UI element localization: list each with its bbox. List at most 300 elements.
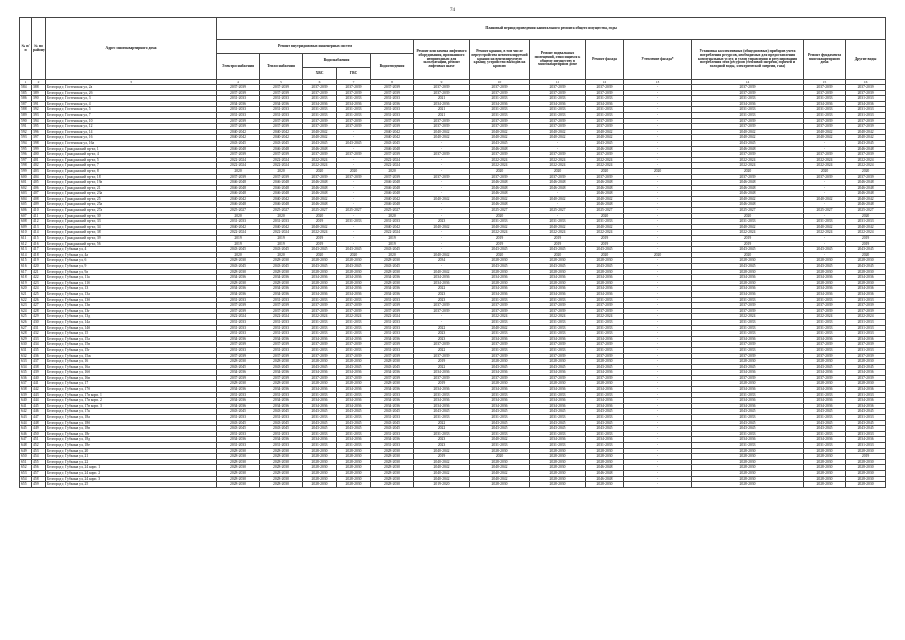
period-cell: - [624, 336, 692, 342]
address-cell: Белгород г, Гражданский пр-кт, 1 [46, 146, 217, 152]
period-cell: 2019 [414, 359, 470, 365]
period-cell: 2046-2048 [692, 146, 804, 152]
period-cell: 2037-2039 [846, 342, 886, 348]
period-cell: 2037-2039 [303, 124, 337, 130]
period-cell: 2040-2042 [470, 129, 530, 135]
period-cell: - [624, 107, 692, 113]
period-cell: 2043-2045 [846, 364, 886, 370]
index-cell: 415 [32, 236, 46, 242]
period-cell: 2031-2033 [470, 319, 530, 325]
period-cell: 2043-2045 [371, 420, 414, 426]
period-cell: 2020 [470, 454, 530, 460]
address-cell: Белгород г, Гражданский пр-кт, 34 [46, 224, 217, 230]
period-cell: - [337, 146, 371, 152]
period-cell: 2028-2030 [371, 459, 414, 465]
period-cell: 2046-2048 [586, 146, 624, 152]
index-cell: 428 [32, 308, 46, 314]
period-cell: - [624, 454, 692, 460]
period-cell: 2028-2030 [337, 454, 371, 460]
index-cell: 605 [20, 202, 32, 208]
index-cell: 424 [32, 286, 46, 292]
period-cell: 2028-2030 [337, 381, 371, 387]
period-cell: 2040-2042 [414, 196, 470, 202]
period-cell: 2031-2033 [371, 319, 414, 325]
period-cell: 2043-2045 [586, 409, 624, 415]
index-cell: 603 [20, 191, 32, 197]
period-cell: 2034-2036 [530, 286, 586, 292]
period-cell: 2034-2036 [337, 403, 371, 409]
period-cell: 2022-2024 [804, 163, 846, 169]
index-cell: 391 [32, 101, 46, 107]
period-cell: 2019 [260, 241, 303, 247]
period-cell: 2040-2042 [371, 224, 414, 230]
period-cell: - [337, 202, 371, 208]
period-cell: 2040-2042 [414, 135, 470, 141]
period-cell: 2028-2030 [260, 269, 303, 275]
index-cell: 421 [32, 269, 46, 275]
period-cell: 2019 [530, 241, 586, 247]
index-cell: 636 [20, 375, 32, 381]
repair-schedule-table [19, 17, 886, 488]
index-cell: 458 [32, 476, 46, 482]
period-cell: 2043-2045 [804, 420, 846, 426]
period-cell: 2040-2042 [692, 129, 804, 135]
period-cell: 2031-2033 [586, 319, 624, 325]
address-cell: Белгород г, Гражданский пр-кт, 23а [46, 191, 217, 197]
period-cell: 2031-2033 [217, 219, 260, 225]
period-cell: 2040-2042 [217, 224, 260, 230]
period-cell: - [624, 342, 692, 348]
period-cell: 2031-2033 [371, 331, 414, 337]
period-cell: 2031-2033 [260, 325, 303, 331]
period-cell: 2040-2042 [586, 196, 624, 202]
period-cell: 2025-2027 [217, 208, 260, 214]
period-cell: 2037-2039 [303, 353, 337, 359]
period-cell: 2031-2033 [804, 331, 846, 337]
period-cell: 2031-2033 [804, 443, 846, 449]
column-number: 6 [303, 80, 337, 85]
column-number: 5 [260, 80, 303, 85]
period-cell: 2028-2030 [371, 280, 414, 286]
period-cell: 2031-2033 [470, 392, 530, 398]
period-cell: 2031-2033 [371, 297, 414, 303]
period-cell: 2034-2036 [217, 370, 260, 376]
period-cell: - [624, 191, 692, 197]
period-cell: 2046-2048 [217, 202, 260, 208]
period-cell: 2034-2036 [846, 336, 886, 342]
period-cell: 2020 [470, 168, 530, 174]
period-cell: 2022-2024 [586, 157, 624, 163]
period-cell: 2028-2030 [260, 448, 303, 454]
period-cell: 2028-2030 [371, 269, 414, 275]
period-cell: 2043-2045 [530, 364, 586, 370]
period-cell: 2034-2036 [470, 291, 530, 297]
period-cell: 2028-2030 [470, 258, 530, 264]
index-cell: 624 [20, 308, 32, 314]
period-cell: 2037-2039 [586, 342, 624, 348]
period-cell: 2046-2048 [470, 191, 530, 197]
period-cell: 2037-2039 [470, 152, 530, 158]
period-cell: - [624, 437, 692, 443]
period-cell: 2037-2039 [530, 124, 586, 130]
period-cell: 2034-2036 [692, 437, 804, 443]
period-cell: 2040-2042 [530, 129, 586, 135]
period-cell: 2037-2039 [414, 124, 470, 130]
period-cell: 2031-2033 [303, 443, 337, 449]
period-cell: 2022-2024 [217, 157, 260, 163]
period-cell: 2037-2039 [530, 308, 586, 314]
address-cell: Белгород г, Гостенская ул, 2а [46, 85, 217, 91]
period-cell: 2022-2024 [692, 314, 804, 320]
period-cell: 2040-2042 [371, 135, 414, 141]
period-cell: 2034-2036 [804, 286, 846, 292]
period-cell: - [624, 347, 692, 353]
period-cell: 2031-2033 [804, 96, 846, 102]
period-cell: 2031-2033 [371, 325, 414, 331]
period-cell: 2028-2030 [217, 470, 260, 476]
period-cell: 2034-2036 [414, 398, 470, 404]
period-cell: 2034-2036 [260, 403, 303, 409]
period-cell: 2046-2048 [371, 146, 414, 152]
period-cell: 2037-2039 [846, 85, 886, 91]
period-cell: 2031-2033 [337, 443, 371, 449]
index-cell: 431 [32, 325, 46, 331]
address-cell: Белгород г, Губкина ул, 13д [46, 314, 217, 320]
period-cell: 2022-2024 [692, 230, 804, 236]
period-cell: 2031-2033 [414, 392, 470, 398]
period-cell: 2037-2039 [530, 85, 586, 91]
period-cell: 2031-2033 [217, 297, 260, 303]
period-cell: 2040-2042 [303, 135, 337, 141]
period-cell: 2037-2039 [804, 303, 846, 309]
index-cell: 452 [32, 443, 46, 449]
address-cell: Белгород г, Губкина ул, 24 корп. 1 [46, 465, 217, 471]
period-cell: 2040-2042 [586, 135, 624, 141]
period-cell: 2040-2042 [470, 470, 530, 476]
period-cell: 2046-2048 [846, 202, 886, 208]
period-cell: 2034-2036 [217, 275, 260, 281]
index-cell: 593 [20, 135, 32, 141]
period-cell: 2037-2039 [586, 85, 624, 91]
period-cell: 2022 [414, 286, 470, 292]
period-cell: 2046-2048 [846, 185, 886, 191]
period-cell: 2034-2036 [337, 286, 371, 292]
period-cell: 2028-2030 [846, 482, 886, 488]
period-cell: 2031-2033 [586, 297, 624, 303]
period-cell: 2020 [624, 168, 692, 174]
period-cell: 2043-2045 [217, 264, 260, 270]
period-cell: 2031-2033 [337, 392, 371, 398]
period-cell: 2031-2033 [371, 415, 414, 421]
period-cell: 2043-2045 [530, 264, 586, 270]
period-cell: 2028-2030 [337, 280, 371, 286]
period-cell: 2028-2030 [846, 359, 886, 365]
period-cell: 2037-2039 [260, 353, 303, 359]
address-cell: Белгород г, Гражданский пр-кт, 27а [46, 208, 217, 214]
period-cell: 2046-2048 [470, 185, 530, 191]
address-cell: Белгород г, Губкина ул, 17в корп. 1 [46, 392, 217, 398]
period-cell: 2037-2039 [337, 85, 371, 91]
period-cell: 2037-2039 [804, 90, 846, 96]
index-cell: 439 [32, 370, 46, 376]
period-cell: 2037-2039 [337, 353, 371, 359]
period-cell: 2028-2030 [846, 459, 886, 465]
index-cell: 429 [32, 314, 46, 320]
period-cell: 2037-2039 [337, 152, 371, 158]
period-cell: 2037-2039 [337, 303, 371, 309]
period-cell: 2034-2036 [414, 275, 470, 281]
period-cell: 2043-2045 [586, 264, 624, 270]
period-cell: 2034-2036 [337, 370, 371, 376]
period-cell: 2043-2045 [846, 426, 886, 432]
period-cell: - [337, 163, 371, 169]
period-cell: 2037-2039 [260, 85, 303, 91]
period-cell: 2034-2036 [846, 370, 886, 376]
period-cell: 2034-2036 [303, 370, 337, 376]
period-cell: 2031-2033 [470, 443, 530, 449]
period-cell: 2031-2033 [846, 297, 886, 303]
column-number: 1 [20, 80, 32, 85]
period-cell: 2031-2033 [371, 347, 414, 353]
period-cell: 2037-2039 [414, 152, 470, 158]
period-cell: 2037-2039 [470, 375, 530, 381]
period-cell: 2037-2039 [470, 308, 530, 314]
period-cell: 2025-2027 [804, 208, 846, 214]
column-number: 4 [217, 80, 260, 85]
period-cell: 2034-2036 [470, 101, 530, 107]
period-cell: 2037-2039 [692, 85, 804, 91]
period-cell: 2037-2039 [846, 118, 886, 124]
period-cell: 2034-2036 [217, 286, 260, 292]
period-cell: 2031-2033 [692, 297, 804, 303]
period-cell: - [804, 236, 846, 242]
period-cell: - [530, 213, 586, 219]
period-cell: 2031-2033 [692, 96, 804, 102]
period-cell: 2037-2039 [804, 353, 846, 359]
period-cell: 2043-2045 [586, 420, 624, 426]
period-cell: 2043-2045 [371, 364, 414, 370]
period-cell: 2031-2033 [470, 347, 530, 353]
period-cell: 2028-2030 [371, 359, 414, 365]
index-cell: 655 [20, 482, 32, 488]
period-cell: 2031-2033 [470, 219, 530, 225]
period-cell: 2043-2045 [217, 409, 260, 415]
period-cell: 2034-2036 [846, 291, 886, 297]
period-cell: 2034-2036 [260, 286, 303, 292]
period-cell: 2028-2030 [217, 476, 260, 482]
period-cell: 2031-2033 [586, 347, 624, 353]
index-cell: 445 [32, 403, 46, 409]
period-cell: 2034-2036 [371, 291, 414, 297]
period-cell: 2037-2039 [371, 174, 414, 180]
period-cell: 2031-2033 [217, 112, 260, 118]
period-cell: 2019 [530, 236, 586, 242]
index-cell: 584 [20, 85, 32, 91]
period-cell: - [414, 247, 470, 253]
period-cell: 2028-2030 [846, 465, 886, 471]
period-cell: 2034-2036 [530, 370, 586, 376]
index-cell: 619 [20, 280, 32, 286]
period-cell: 2028-2030 [846, 448, 886, 454]
period-cell: 2037-2039 [414, 174, 470, 180]
period-cell: 2043-2045 [470, 140, 530, 146]
period-cell: - [337, 241, 371, 247]
period-cell: 2034-2036 [337, 275, 371, 281]
period-cell: 2046-2048 [846, 146, 886, 152]
period-cell: 2031-2033 [470, 431, 530, 437]
period-cell: 2046-2048 [217, 146, 260, 152]
period-cell: - [624, 398, 692, 404]
period-cell: 2037-2039 [260, 124, 303, 130]
period-cell: 2020 [260, 168, 303, 174]
index-cell: 596 [20, 152, 32, 158]
period-cell: 2040-2042 [530, 224, 586, 230]
period-cell: 2037-2039 [692, 124, 804, 130]
period-cell: 2037-2039 [371, 152, 414, 158]
period-cell: 2046-2048 [692, 185, 804, 191]
index-cell: 407 [32, 191, 46, 197]
period-cell: 2028-2030 [804, 470, 846, 476]
address-cell: Белгород г, Гражданский пр-кт, 25 [46, 196, 217, 202]
period-cell: 2031-2033 [804, 107, 846, 113]
period-cell: 2043-2045 [303, 140, 337, 146]
period-cell: - [624, 219, 692, 225]
period-cell: 2028-2030 [371, 258, 414, 264]
period-cell: 2031-2033 [337, 347, 371, 353]
period-cell: 2037-2039 [337, 342, 371, 348]
period-cell: - [624, 331, 692, 337]
period-cell: 2034-2036 [586, 437, 624, 443]
period-cell: 2043-2045 [530, 409, 586, 415]
period-cell: - [624, 381, 692, 387]
header-gvs: ГВС [337, 68, 371, 80]
period-cell: 2040-2042 [414, 459, 470, 465]
period-cell: 2028-2030 [371, 482, 414, 488]
period-cell: 2028-2030 [804, 459, 846, 465]
period-cell: 2034-2036 [337, 336, 371, 342]
period-cell: 2034-2036 [804, 398, 846, 404]
period-cell: 2028-2030 [530, 258, 586, 264]
period-cell: 2022-2024 [586, 230, 624, 236]
period-cell: 2037-2039 [371, 118, 414, 124]
period-cell: 2023 [414, 336, 470, 342]
period-cell: 2028-2030 [586, 448, 624, 454]
period-cell: 2031-2033 [692, 319, 804, 325]
period-cell: - [624, 146, 692, 152]
index-cell: 604 [20, 196, 32, 202]
period-cell: 2037-2039 [846, 308, 886, 314]
period-cell: 2020 [804, 168, 846, 174]
period-cell: 2037-2039 [414, 308, 470, 314]
period-cell: 2040-2042 [303, 224, 337, 230]
period-cell: 2037-2039 [414, 303, 470, 309]
period-cell: 2043-2045 [804, 247, 846, 253]
period-cell: 2034-2036 [371, 101, 414, 107]
period-cell: 2031-2033 [586, 431, 624, 437]
period-cell: 2034-2036 [303, 291, 337, 297]
period-cell: 2028-2030 [692, 381, 804, 387]
period-cell: 2034-2036 [217, 336, 260, 342]
period-cell: 2037-2039 [804, 124, 846, 130]
period-cell: 2037-2039 [692, 90, 804, 96]
period-cell: 2037-2039 [530, 118, 586, 124]
period-cell: 2022-2024 [846, 163, 886, 169]
period-cell: 2028-2030 [804, 476, 846, 482]
column-number: 8 [371, 80, 414, 85]
period-cell: 2034-2036 [470, 370, 530, 376]
period-cell: 2034-2036 [804, 387, 846, 393]
period-cell: 2034-2036 [337, 291, 371, 297]
period-cell: 2034-2036 [692, 286, 804, 292]
period-cell: 2028-2030 [586, 269, 624, 275]
period-cell: 2037-2039 [470, 303, 530, 309]
period-cell: 2037-2039 [260, 342, 303, 348]
index-cell: 598 [20, 163, 32, 169]
period-cell: 2034-2036 [303, 387, 337, 393]
period-cell: 2031-2033 [804, 392, 846, 398]
period-cell: 2034-2036 [846, 275, 886, 281]
period-cell: 2040-2042 [470, 437, 530, 443]
index-cell: 438 [32, 364, 46, 370]
period-cell: 2040-2042 [303, 196, 337, 202]
index-cell: 616 [20, 264, 32, 270]
period-cell: - [804, 202, 846, 208]
period-cell: 2037-2039 [260, 90, 303, 96]
period-cell: 2034-2036 [371, 286, 414, 292]
period-cell: 2037-2039 [692, 152, 804, 158]
period-cell: 2034-2036 [303, 286, 337, 292]
period-cell: 2037-2039 [303, 90, 337, 96]
period-cell: 2028-2030 [586, 454, 624, 460]
period-cell: 2025-2027 [530, 208, 586, 214]
period-cell: 2028-2030 [586, 482, 624, 488]
period-cell: 2031-2033 [303, 96, 337, 102]
address-cell: Белгород г, Губкина ул, 15г [46, 347, 217, 353]
period-cell: 2028-2030 [260, 359, 303, 365]
period-cell: 2031-2033 [692, 443, 804, 449]
period-cell: 2019-2020 [414, 482, 470, 488]
period-cell: - [624, 403, 692, 409]
period-cell: 2021 [414, 107, 470, 113]
period-cell: 2031-2033 [586, 107, 624, 113]
period-cell: 2037-2039 [846, 303, 886, 309]
period-cell: 2025-2027 [337, 208, 371, 214]
period-cell: 2043-2045 [804, 426, 846, 432]
period-cell: 2031-2033 [337, 325, 371, 331]
index-cell: 590 [20, 118, 32, 124]
period-cell: 2043-2045 [217, 140, 260, 146]
period-cell: - [624, 135, 692, 141]
period-cell: 2028-2030 [337, 470, 371, 476]
period-cell: - [624, 118, 692, 124]
period-cell: 2031-2033 [260, 297, 303, 303]
period-cell: 2043-2045 [303, 264, 337, 270]
period-cell: 2031-2033 [846, 347, 886, 353]
period-cell: 2022-2024 [692, 157, 804, 163]
period-cell: 2031-2033 [692, 347, 804, 353]
column-number: 15 [804, 80, 846, 85]
index-cell: 649 [20, 448, 32, 454]
period-cell: 2028-2030 [470, 269, 530, 275]
period-cell: 2034-2036 [371, 437, 414, 443]
period-cell: - [624, 476, 692, 482]
address-cell: Белгород г, Губкина ул, 21 [46, 454, 217, 460]
address-cell: Белгород г, Губкина ул, 18г [46, 431, 217, 437]
period-cell: - [624, 353, 692, 359]
column-number: 10 [470, 80, 530, 85]
period-cell: 2031-2033 [371, 392, 414, 398]
index-cell: 441 [32, 381, 46, 387]
